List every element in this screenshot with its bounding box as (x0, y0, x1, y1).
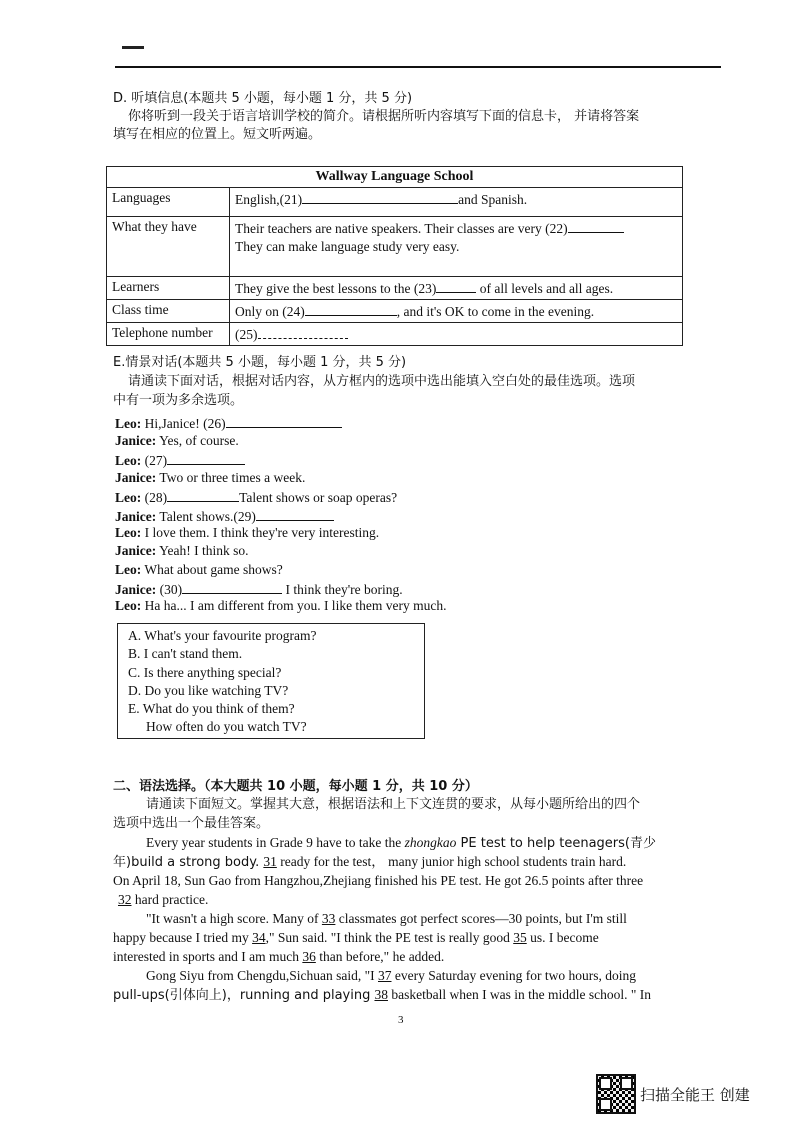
page-number: 3 (398, 1014, 404, 1026)
passage-text: every Saturday evening for two hours, doing (391, 968, 636, 983)
blank-22-prefix: Their teachers are native speakers. Their classes are very (22) (235, 221, 568, 236)
blank-28[interactable] (167, 487, 239, 502)
passage-text: than before," he added. (315, 949, 445, 964)
passage-text: classmates got perfect scores—30 points, but I'm still (335, 911, 627, 926)
qr-finder (620, 1077, 633, 1090)
blank-21-prefix: English,(21) (235, 192, 303, 207)
speaker: Janice: (115, 433, 157, 448)
blank-21-suffix: and Spanish. (458, 192, 528, 207)
passage-text: us. I become (526, 930, 599, 945)
blank-26[interactable] (226, 413, 342, 428)
speaker: Leo: (115, 490, 142, 505)
section-e-title: E.情景对话(本题共 5 小题，每小题 1 分，共 5 分) (113, 355, 407, 370)
blank-21[interactable] (302, 189, 458, 204)
blank-37[interactable]: 37 (378, 968, 392, 983)
blank-30[interactable] (182, 579, 282, 594)
passage-line-2 (113, 853, 626, 872)
row-label-what-they-have: What they have (107, 217, 230, 277)
blank-23[interactable] (436, 278, 476, 293)
grammar-instruction-1: 请通读下面短文。掌握其大意，根据语法和上下文连贯的要求，从每小题所给出的四个 (146, 797, 641, 812)
passage-text: interested in sports and I am much (113, 949, 303, 964)
row-value-what-they-have (230, 217, 683, 277)
option-a: A. What's your favourite program? (128, 628, 317, 643)
dialogue-text: (27) (144, 453, 168, 468)
blank-38[interactable]: 38 (374, 987, 388, 1002)
dialogue-line-11 (115, 597, 447, 615)
dialogue-text: (28) (144, 490, 168, 505)
blank-22[interactable] (568, 218, 624, 233)
passage-text: Every year students in Grade 9 have to take the (146, 835, 405, 850)
qr-finder (599, 1098, 612, 1111)
passage-italic: zhongkao (404, 835, 457, 850)
row-value-telephone (230, 323, 683, 346)
speaker: Janice: (115, 470, 157, 485)
blank-33[interactable]: 33 (321, 911, 336, 926)
dialogue-text: Hi,Janice! (26) (144, 416, 226, 431)
dialogue-line-5 (115, 487, 397, 507)
dialogue-line-9 (115, 561, 283, 579)
row-value-languages (230, 188, 683, 217)
dialogue-line-6 (115, 506, 334, 526)
option-e: E. What do you think of them? (128, 701, 295, 716)
dialogue-text: Yes, of course. (159, 433, 239, 448)
section-d-instruction-2: 填写在相应的位置上。短文听两遍。 (113, 127, 322, 142)
blank-25-prefix: (25) (235, 327, 258, 342)
section-d-instruction-1: 你将听到一段关于语言培训学校的简介。请根据所听内容填写下面的信息卡， 并请将答案 (128, 109, 640, 124)
section-d-title: D. 听填信息(本题共 5 小题，每小题 1 分，共 5 分) (113, 91, 413, 106)
passage-line-5 (146, 910, 627, 928)
passage-line-8 (146, 967, 636, 985)
dialogue-text: Talent shows.(29) (159, 509, 256, 524)
row-label-learners: Learners (107, 277, 230, 300)
table-title: Wallway Language School (107, 167, 683, 188)
passage-line-9 (113, 986, 651, 1005)
blank-34[interactable]: 34 (252, 930, 266, 945)
blank-36[interactable]: 36 (302, 949, 316, 964)
blank-27[interactable] (167, 450, 245, 465)
row-label-languages: Languages (107, 188, 230, 217)
what-they-have-line2: They can make language study very easy. (235, 239, 460, 254)
blank-29[interactable] (256, 506, 334, 521)
speaker: Janice: (115, 543, 157, 558)
passage-text: basketball when I was in the middle school. " In (387, 987, 652, 1002)
dialogue-line-7 (115, 524, 379, 542)
section-e-instruction-2: 中有一项为多余选项。 (113, 393, 244, 408)
blank-31[interactable]: 31 (263, 854, 277, 869)
dialogue-text-after: Talent shows or soap operas? (239, 490, 398, 505)
passage-line-1 (146, 834, 656, 853)
dialogue-line-1 (115, 413, 342, 433)
row-label-class-time: Class time (107, 300, 230, 323)
dialogue-text: What about game shows? (144, 562, 283, 577)
passage-line-6 (113, 929, 599, 947)
dialogue-text-after: I think they're boring. (285, 582, 403, 597)
dialogue-text: Two or three times a week. (159, 470, 306, 485)
blank-23-suffix: of all levels and all ages. (479, 281, 614, 296)
dialogue-line-4 (115, 469, 305, 487)
option-c: C. Is there anything special? (128, 665, 282, 680)
header-rule (115, 66, 721, 68)
header-mark (122, 46, 144, 49)
passage-line-7 (113, 948, 444, 966)
option-f: How often do you watch TV? (146, 719, 307, 734)
dialogue-line-10 (115, 579, 403, 599)
passage-line-4 (118, 891, 208, 909)
speaker: Leo: (115, 598, 142, 613)
blank-25[interactable] (258, 324, 348, 339)
speaker: Janice: (115, 582, 157, 597)
passage-text: pull-ups(引体向上)，running and playing (113, 988, 375, 1003)
info-card-table (106, 166, 683, 346)
passage-text: "It wasn't a high score. Many of (146, 911, 322, 926)
options-box (117, 623, 425, 739)
speaker: Leo: (115, 562, 142, 577)
dialogue-line-2 (115, 432, 239, 450)
dialogue-line-3 (115, 450, 245, 470)
option-b: B. I can't stand them. (128, 646, 243, 661)
blank-35[interactable]: 35 (513, 930, 527, 945)
grammar-instruction-2: 选项中选出一个最佳答案。 (113, 816, 270, 831)
option-d: D. Do you like watching TV? (128, 683, 289, 698)
speaker: Janice: (115, 509, 157, 524)
qr-finder (599, 1077, 612, 1090)
blank-32[interactable]: 32 (118, 892, 132, 907)
blank-24-suffix: , and it's OK to come in the evening. (396, 304, 595, 319)
scanner-watermark: 扫描全能王 创建 (640, 1086, 750, 1104)
blank-23-prefix: They give the best lessons to the (23) (235, 281, 437, 296)
grammar-section-title: 二、语法选择。（本大题共 10 小题，每小题 1 分，共 10 分） (113, 779, 478, 794)
blank-24-prefix: Only on (24) (235, 304, 305, 319)
dialogue-text: (30) (159, 582, 183, 597)
passage-text: hard practice. (131, 892, 209, 907)
passage-text: Gong Siyu from Chengdu,Sichuan said, "I (146, 968, 378, 983)
row-label-telephone: Telephone number (107, 323, 230, 346)
blank-24[interactable] (305, 301, 397, 316)
passage-text: PE test to help teenagers(青少 (456, 836, 656, 851)
dialogue-text: I love them. I think they're very interesting. (144, 525, 380, 540)
row-value-class-time (230, 300, 683, 323)
passage-text: happy because I tried my (113, 930, 253, 945)
row-value-learners (230, 277, 683, 300)
dialogue-text: Yeah! I think so. (159, 543, 249, 558)
dialogue-line-8 (115, 542, 249, 560)
section-e-instruction-1: 请通读下面对话，根据对话内容，从方框内的选项中选出能填入空白处的最佳选项。选项 (128, 374, 636, 389)
passage-text: ready for the test， many junior high school students train hard. (276, 854, 627, 869)
speaker: Leo: (115, 453, 142, 468)
passage-text: ," Sun said. "I think the PE test is really good (265, 930, 514, 945)
qr-code-icon (596, 1074, 636, 1114)
dialogue-text: Ha ha... I am different from you. I like them very much. (144, 598, 447, 613)
speaker: Leo: (115, 416, 142, 431)
passage-line-3: On April 18, Sun Gao from Hangzhou,Zhejiang finished his PE test. He got 26.5 points after three (113, 873, 644, 888)
speaker: Leo: (115, 525, 142, 540)
passage-text: 年)build a strong body. (113, 855, 264, 870)
